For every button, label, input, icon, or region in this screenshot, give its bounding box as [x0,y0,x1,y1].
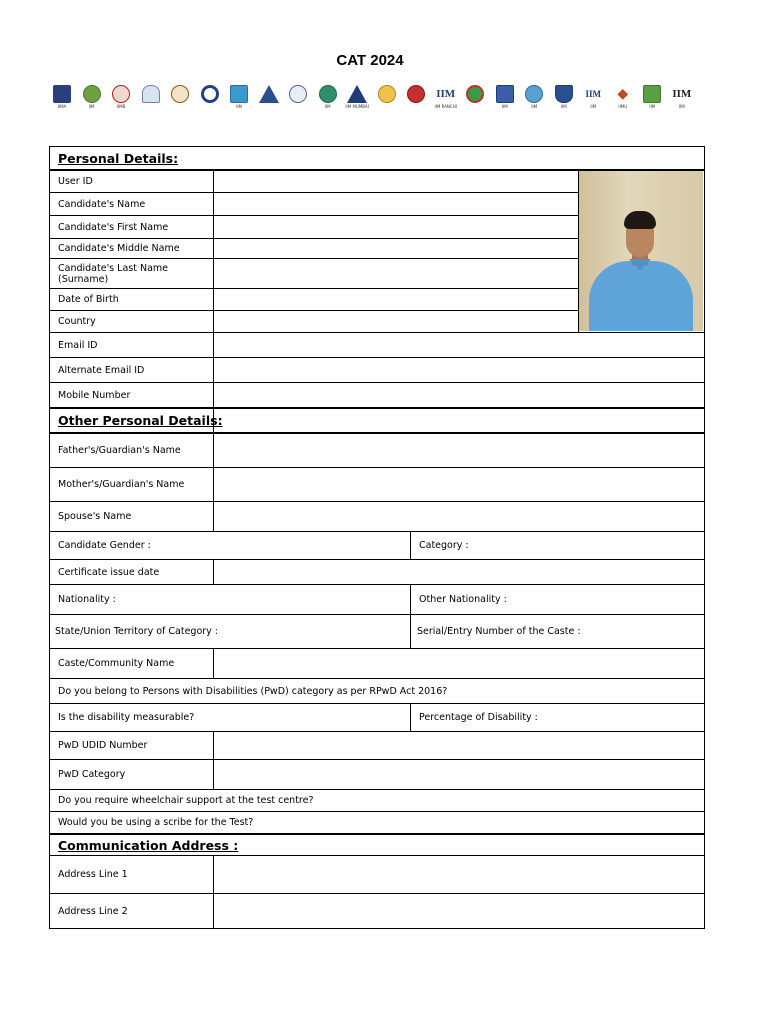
iim-logo-icon: ◆ IIMU [613,85,633,113]
label-address-line-2: Address Line 2 [58,905,128,917]
gender-field[interactable]: Candidate Gender : [58,540,151,551]
country-field[interactable] [214,311,578,332]
iim-logo-icon [200,85,220,113]
pwd-udid-field[interactable] [214,732,704,759]
nationality-field[interactable]: Nationality : [58,594,116,605]
date-of-birth-field[interactable] [214,289,578,310]
label-user-id: User ID [58,176,93,187]
label-first-name: Candidate's First Name [58,221,169,233]
iim-logo-icon: IIM [642,85,662,113]
label-father-name: Father's/Guardian's Name [58,445,181,456]
iim-logo-icon [259,85,279,113]
iim-logo-icon: IIM [495,85,515,113]
label-alt-email: Alternate Email ID [58,364,145,376]
pwd-category-field[interactable] [214,760,704,789]
iim-logo-icon: IIMA [52,85,72,113]
label-mobile: Mobile Number [58,389,131,401]
scribe-question[interactable]: Would you be using a scribe for the Test? [58,817,254,828]
iim-logo-icon: IIM [318,85,338,113]
label-pwd-category: PwD Category [58,769,126,780]
mobile-field[interactable] [214,383,704,407]
wheelchair-question[interactable]: Do you require wheelchair support at the test centre? [58,795,314,806]
label-certificate-date: Certificate issue date [58,566,160,578]
label-middle-name: Candidate's Middle Name [58,243,180,254]
iim-logo-icon [406,85,426,113]
section-heading-other: Other Personal Details: [58,413,223,428]
iim-logo-icon: IIM IIM [585,89,602,109]
application-form-table [49,146,705,929]
section-heading-communication: Communication Address : [58,837,239,853]
mother-name-field[interactable] [214,468,704,501]
user-id-field[interactable] [214,171,578,192]
address-line-1-field[interactable] [214,856,704,893]
label-spouse-name: Spouse's Name [58,511,132,522]
iim-logo-icon: IIM [82,85,102,113]
iim-logo-icon: IIM IIM RANCHI [434,88,457,109]
label-candidate-name: Candidate's Name [58,198,146,210]
first-name-field[interactable] [214,216,578,238]
category-field[interactable]: Category : [419,540,469,551]
alt-email-field[interactable] [214,358,704,382]
spouse-name-field[interactable] [214,502,704,531]
iim-logo-icon: IIMB [111,85,131,113]
label-country: Country [58,316,96,327]
page-title: CAT 2024 [336,52,404,69]
iim-logo-icon: IIM [524,85,544,113]
label-address-line-1: Address Line 1 [58,869,128,880]
section-heading-personal: Personal Details: [58,151,179,166]
iim-logo-icon: IIM [229,85,249,113]
iim-logo-icon [377,85,397,113]
iim-logo-icon [288,85,308,113]
father-name-field[interactable] [214,434,704,467]
state-ut-field[interactable]: State/Union Territory of Category : [55,626,219,637]
email-field[interactable] [214,333,704,357]
iim-logo-icon [141,85,161,113]
serial-caste-field[interactable]: Serial/Entry Number of the Caste : [417,626,581,637]
iim-logo-icon: IIM IIM [672,88,692,109]
label-last-name [50,259,213,288]
label-last-name-line1: Candidate's Last Name [58,262,168,274]
label-email: Email ID [58,339,98,351]
pwd-question[interactable]: Do you belong to Persons with Disabilities (PwD) category as per RPwD Act 2016? [58,685,448,697]
label-date-of-birth: Date of Birth [58,294,119,305]
caste-name-field[interactable] [214,649,704,678]
disability-measurable-field[interactable]: Is the disability measurable? [58,712,195,723]
iim-logo-icon: IIM MUMBAI [347,85,367,113]
candidate-name-field[interactable] [214,193,578,215]
label-pwd-udid: PwD UDID Number [58,740,148,751]
iim-logo-icon: IIM [554,85,574,113]
label-mother-name: Mother's/Guardian's Name [58,479,185,490]
candidate-photo [579,171,703,331]
other-nationality-field[interactable]: Other Nationality : [419,594,507,605]
address-line-2-field[interactable] [214,894,704,928]
disability-percentage-field[interactable]: Percentage of Disability : [419,712,538,723]
label-last-name-line2: (Surname) [58,273,109,285]
iim-logo-icon [170,85,190,113]
certificate-date-field[interactable] [214,560,704,584]
middle-name-field[interactable] [214,239,578,258]
institute-logos-strip [52,78,692,120]
iim-logo-icon [465,85,485,113]
label-caste-name: Caste/Community Name [58,658,175,669]
last-name-field[interactable] [214,259,578,288]
